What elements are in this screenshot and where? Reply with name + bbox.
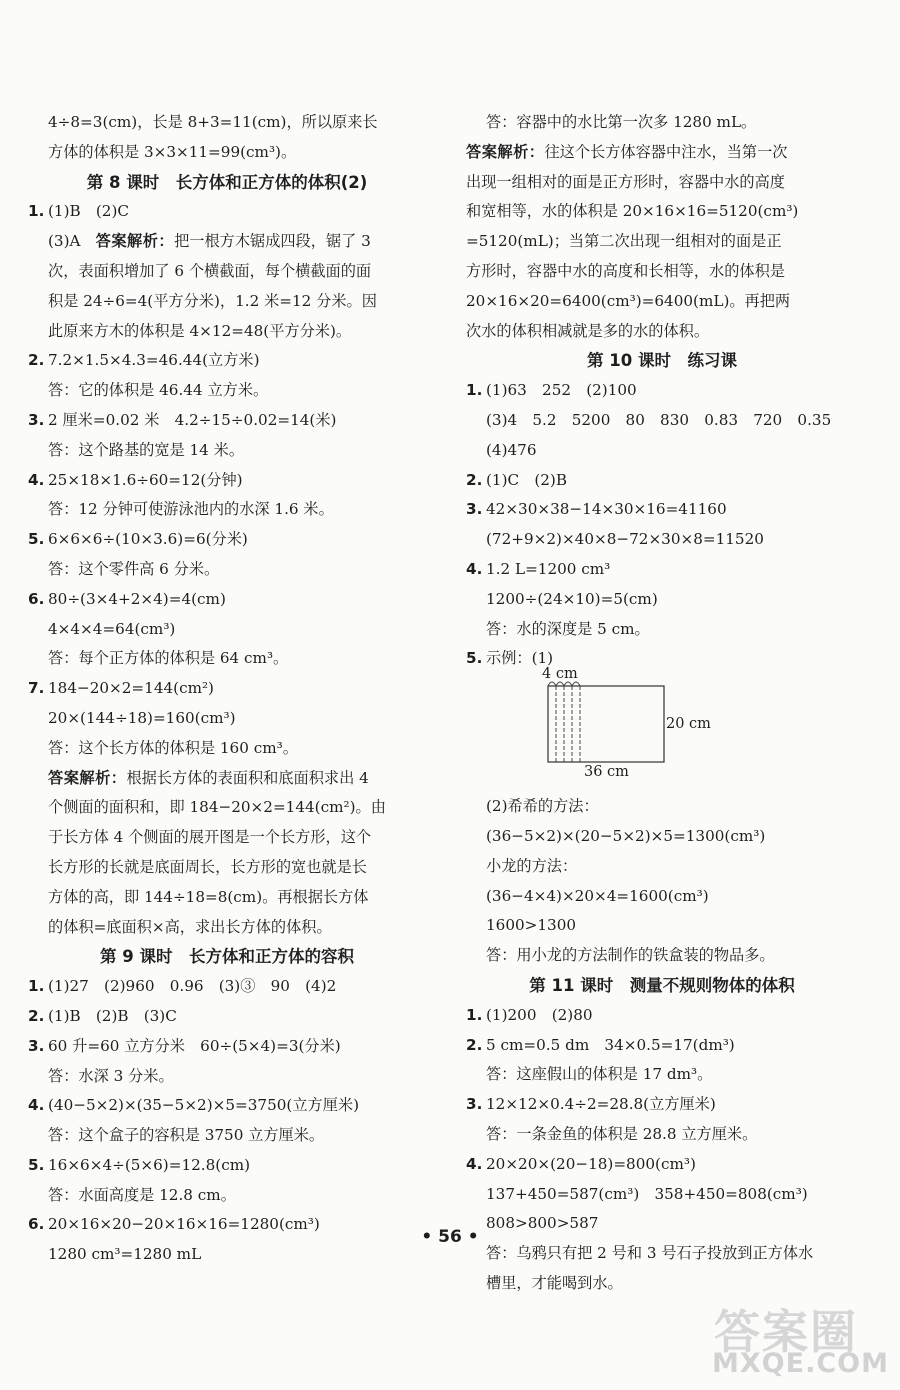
answer-item: [28, 972, 426, 1002]
answer-item: [466, 1001, 858, 1031]
line-text: 2 厘米=0.02 米 4.2÷15÷0.02=14(米): [48, 410, 337, 429]
answer-item: [28, 346, 426, 376]
answer-line: [466, 257, 858, 287]
item-number: 2.: [28, 351, 45, 370]
item-number: 1.: [466, 1005, 483, 1024]
line-text: 1280 cm³=1280 mL: [48, 1245, 202, 1264]
line-text: 方形时，容器中水的高度和长相等，水的体积是: [466, 261, 785, 280]
line-text: 方体的体积是 3×3×11=99(cm³)。: [48, 142, 297, 161]
answer-item: [466, 376, 858, 406]
line-text: 25×18×1.6÷60=12(分钟): [48, 470, 243, 489]
answer-line: [466, 1180, 858, 1210]
line-text: (1)200 (2)80: [486, 1005, 593, 1024]
answer-line: [466, 882, 858, 912]
line-text: 答：容器中的水比第一次多 1280 mL。: [486, 113, 757, 131]
line-text: 4×4×4=64(cm³): [48, 619, 176, 638]
answer-line: [28, 853, 426, 883]
line-text: (1)B (2)C: [48, 202, 129, 221]
answer-item: [466, 555, 858, 585]
answer-item: [466, 495, 858, 525]
right-column-top: [466, 108, 858, 674]
line-text: 答：水深 3 分米。: [48, 1066, 174, 1085]
line-text: 答：乌鸦只有把 2 号和 3 号石子投放到正方体水: [486, 1244, 814, 1263]
line-text: 长方形的长就是底面周长，长方形的宽也就是长: [48, 857, 367, 876]
line-text: 6×6×6÷(10×3.6)=6(分米): [48, 530, 248, 549]
answer-line: [28, 764, 426, 794]
line-text: (2)希希的方法：: [486, 797, 599, 816]
answer-line: [466, 525, 858, 555]
answer-line: [28, 287, 426, 317]
line-text: 此原来方木的体积是 4×12=48(平方分米)。: [48, 321, 352, 340]
line-text: 20×16×20−20×16×16=1280(cm³): [48, 1215, 320, 1234]
answer-line: [466, 138, 858, 168]
item-number: 6.: [28, 589, 45, 608]
right-column-bottom: [466, 792, 858, 1299]
line-text: 答：这个长方体的体积是 160 cm³。: [48, 738, 298, 757]
analysis-tag: 答案解析：: [466, 142, 545, 161]
line-text: 5 cm=0.5 dm 34×0.5=17(dm³): [486, 1035, 735, 1054]
line-text: 1200÷(24×10)=5(cm): [486, 589, 658, 608]
line-text: 次，表面积增加了 6 个横截面，每个横截面的面: [48, 261, 372, 280]
item-number: 1.: [466, 381, 483, 400]
line-text: 7.2×1.5×4.3=46.44(立方米): [48, 351, 260, 370]
page-number: • 56 •: [421, 1227, 479, 1247]
bottom-dimension-label: 36 cm: [584, 764, 629, 781]
analysis-text: 根据长方体的表面积和底面积求出 4: [126, 768, 369, 787]
answer-item: [28, 674, 426, 704]
answer-line: [28, 376, 426, 406]
line-text: (1)27 (2)960 0.96 (3)③ 90 (4)2: [48, 977, 337, 996]
line-text: 答：用小龙的方法制作的铁盒装的物品多。: [486, 946, 775, 965]
line-text: 4÷8=3(cm)，长是 8+3=11(cm)，所以原来长: [48, 113, 378, 131]
answer-line: [28, 108, 426, 138]
line-text: 和宽相等，水的体积是 20×16×16=5120(cm³): [466, 202, 799, 221]
answer-line: [28, 495, 426, 525]
line-text: (36−4×4)×20×4=1600(cm³): [486, 886, 709, 905]
answer-item: [28, 1002, 426, 1032]
answer-line: [466, 822, 858, 852]
item-number: 4.: [28, 1096, 45, 1115]
line-text: 16×6×4÷(5×6)=12.8(cm): [48, 1155, 251, 1174]
analysis-tag: 答案解析：: [48, 768, 127, 787]
watermark-line1: 答案圈: [714, 1305, 858, 1359]
line-text: 示例：(1): [486, 649, 554, 668]
answer-line: [466, 168, 858, 198]
line-text: 答：每个正方体的体积是 64 cm³。: [48, 649, 289, 668]
answer-line: [28, 317, 426, 347]
line-text: 137+450=587(cm³) 358+450=808(cm³): [486, 1184, 808, 1203]
answer-line: [28, 615, 426, 645]
item-number: 3.: [466, 500, 483, 519]
answer-line: [28, 138, 426, 168]
line-text: 答：一条金鱼的体积是 28.8 立方厘米。: [486, 1124, 758, 1143]
line-text: 答：这个盒子的容积是 3750 立方厘米。: [48, 1126, 325, 1145]
answer-line: [28, 793, 426, 823]
answer-line: [466, 852, 858, 882]
line-text: 20×20×(20−18)=800(cm³): [486, 1154, 696, 1173]
answer-line: [466, 1060, 858, 1090]
line-text: (1)63 252 (2)100: [486, 381, 637, 400]
answer-line: [466, 197, 858, 227]
lesson-heading: 第 9 课时 长方体和正方体的容积: [100, 947, 354, 967]
line-text: 方体的高，即 144÷18=8(cm)。再根据长方体: [48, 887, 369, 906]
right-dimension-label: 20 cm: [666, 716, 711, 733]
item-number: 4.: [466, 559, 483, 578]
answer-item: [28, 1032, 426, 1062]
watermark-logo: [708, 1296, 898, 1388]
answer-item: [466, 1090, 858, 1120]
item-number: 4.: [28, 470, 45, 489]
watermark-line2: MXQE.COM: [712, 1348, 889, 1379]
answer-line: [466, 911, 858, 941]
line-text: 小龙的方法：: [486, 856, 578, 875]
left-column: [28, 108, 426, 1270]
answer-item: [28, 525, 426, 555]
answer-item: [28, 1091, 426, 1121]
answer-line: [28, 913, 426, 943]
line-text: 184−20×2=144(cm²): [48, 679, 214, 698]
line-text: 20×(144÷18)=160(cm³): [48, 708, 236, 727]
right-column: [466, 108, 858, 1299]
answer-item: [466, 466, 858, 496]
answer-line: [466, 585, 858, 615]
answer-line: [28, 555, 426, 585]
answer-item: [28, 466, 426, 496]
line-text: (4)476: [486, 440, 537, 459]
answer-item: [28, 585, 426, 615]
line-text: 20×16×20=6400(cm³)=6400(mL)。再把两: [466, 291, 791, 310]
answer-line: [466, 108, 858, 138]
line-text: 答：它的体积是 46.44 立方米。: [48, 381, 269, 400]
answer-line: [28, 883, 426, 913]
answer-line: [28, 1181, 426, 1211]
line-text: 槽里，才能喝到水。: [486, 1273, 623, 1292]
item-number: 2.: [28, 1006, 45, 1025]
answer-line: [466, 406, 858, 436]
line-text: 80÷(3×4+2×4)=4(cm): [48, 589, 226, 608]
answer-line: [466, 1120, 858, 1150]
line-text: 60 升=60 立方分米 60÷(5×4)=3(分米): [48, 1036, 341, 1055]
item-number: 5.: [466, 649, 483, 668]
line-text: 1600>1300: [486, 916, 577, 935]
line-text: (3)4 5.2 5200 80 830 0.83 720 0.35: [486, 410, 832, 429]
answer-item: [466, 644, 858, 674]
line-text: 答：这个路基的宽是 14 米。: [48, 440, 245, 459]
item-number: 6.: [28, 1215, 45, 1234]
analysis-tag: 答案解析：: [95, 232, 175, 251]
answer-item: [466, 1150, 858, 1180]
sheet-outline: [548, 686, 664, 762]
line-text: 12×12×0.4÷2=28.8(立方厘米): [486, 1095, 716, 1114]
line-text: 答：水面高度是 12.8 cm。: [48, 1185, 236, 1204]
line-text: 积是 24÷6=4(平方分米)，1.2 米=12 分米。因: [48, 291, 377, 310]
line-text: 于长方体 4 个侧面的展开图是一个长方形，这个: [48, 828, 372, 847]
item-number: 1.: [28, 977, 45, 996]
line-text: (40−5×2)×(35−5×2)×5=3750(立方厘米): [48, 1096, 359, 1115]
answer-line: [28, 257, 426, 287]
answer-line: [466, 1269, 858, 1299]
answer-line: [28, 734, 426, 764]
line-text: 答：水的深度是 5 cm。: [486, 619, 650, 638]
item-number: 3.: [28, 1036, 45, 1055]
line-text: 答：12 分钟可使游泳池内的水深 1.6 米。: [48, 500, 334, 519]
answer-line: [28, 704, 426, 734]
item-number: 7.: [28, 679, 45, 698]
line-text: 1.2 L=1200 cm³: [486, 559, 611, 578]
answer-line: [466, 792, 858, 822]
line-text: 808>800>587: [486, 1214, 599, 1233]
sheet-diagram: [466, 674, 858, 792]
answer-line: [28, 227, 426, 257]
answer-item: [28, 197, 426, 227]
analysis-text: 往这个长方体容器中注水，当第一次: [544, 142, 788, 161]
item-number: 1.: [28, 202, 45, 221]
item-number: 3.: [28, 410, 45, 429]
line-text: 的体积=底面积×高，求出长方体的体积。: [48, 917, 332, 936]
item-number: 5.: [28, 530, 45, 549]
line-text: (36−5×2)×(20−5×2)×5=1300(cm³): [486, 826, 766, 845]
answer-line: [28, 1121, 426, 1151]
answer-line: [466, 436, 858, 466]
line-text: 出现一组相对的面是正方形时，容器中水的高度: [466, 172, 785, 191]
item-number: 4.: [466, 1154, 483, 1173]
answer-line: [28, 1062, 426, 1092]
line-text: =5120(mL)；当第二次出现一组相对的面是正: [466, 232, 782, 251]
line-text: (3)A: [48, 232, 96, 251]
line-text: 42×30×38−14×30×16=41160: [486, 500, 727, 519]
answer-item: [466, 1031, 858, 1061]
line-text: (72+9×2)×40×8−72×30×8=11520: [486, 530, 764, 549]
lesson-heading: 第 8 课时 长方体和正方体的体积(2): [86, 172, 368, 192]
item-number: 2.: [466, 470, 483, 489]
line-text: (1)C (2)B: [486, 470, 567, 489]
item-number: 2.: [466, 1035, 483, 1054]
item-number: 3.: [466, 1095, 483, 1114]
answer-item: [28, 406, 426, 436]
lesson-heading: 第 11 课时 测量不规则物体的体积: [529, 975, 795, 995]
unfolded-sheet-figure: [466, 666, 858, 792]
item-number: 5.: [28, 1155, 45, 1174]
answer-item: [28, 1151, 426, 1181]
answer-line: [466, 317, 858, 347]
line-text: 次水的体积相减就是多的水的体积。: [466, 321, 709, 340]
analysis-text: 把一根方木锯成四段，锯了 3: [174, 232, 371, 251]
answer-line: [28, 823, 426, 853]
answer-line: [28, 644, 426, 674]
top-dimension-label: 4 cm: [542, 666, 578, 683]
line-text: 答：这个零件高 6 分米。: [48, 559, 220, 578]
answer-line: [466, 227, 858, 257]
answer-line: [466, 941, 858, 971]
answer-line: [28, 436, 426, 466]
line-text: 答：这座假山的体积是 17 dm³。: [486, 1065, 713, 1084]
answer-line: [466, 287, 858, 317]
line-text: (1)B (2)B (3)C: [48, 1006, 177, 1025]
answer-line: [466, 615, 858, 645]
line-text: 个侧面的面积和，即 184−20×2=144(cm²)。由: [48, 798, 386, 817]
lesson-heading: 第 10 课时 练习课: [587, 351, 737, 371]
